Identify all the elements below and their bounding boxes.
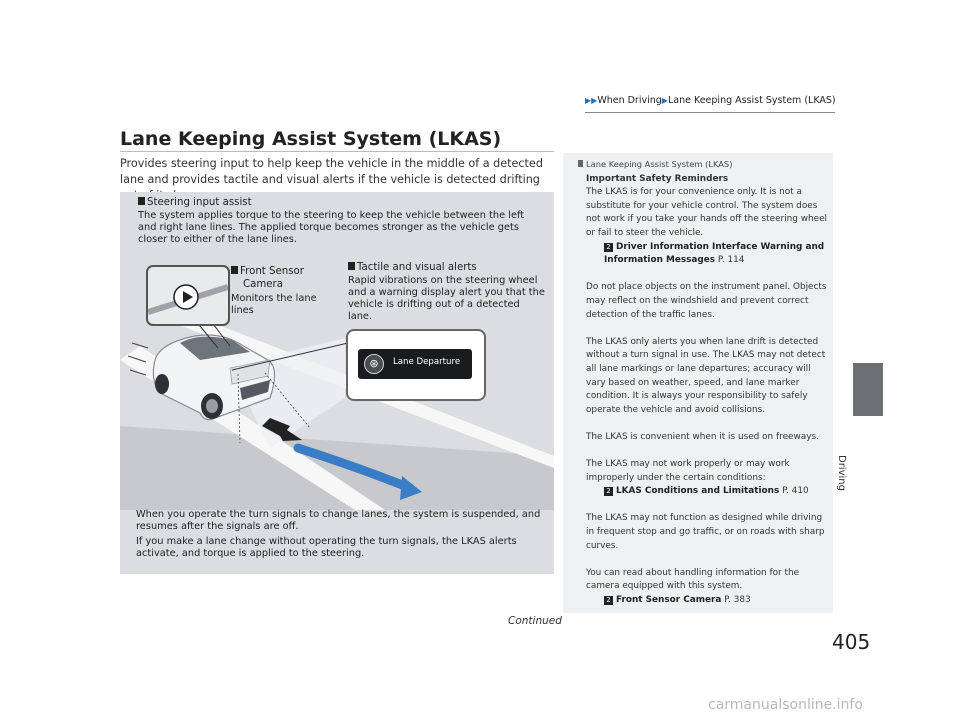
bullet-square-icon <box>231 266 238 274</box>
section-tab[interactable] <box>853 363 883 416</box>
para-camera: You can read about handling information for the camera equipped with this system. <box>586 567 800 592</box>
warning-display-frame <box>346 329 486 401</box>
warning-display <box>358 349 472 379</box>
steering-text: The system applies torque to the steering to keep the vehicle between the left and right lane lines. The applied torque becomes stronger as the vehicle gets closer to either of the lane lines. <box>138 210 525 245</box>
steering-heading: Steering input assist <box>138 197 252 208</box>
xref-icon: 2 <box>604 243 613 252</box>
para-instrument-panel: Do not place objects on the instrument panel. Objects may reflect on the windshield and prevent correct detection of the traffic lanes. <box>586 282 827 320</box>
camera-text: Monitors the lane lines <box>231 293 317 316</box>
steering-wheel-icon: ⊛ <box>364 354 384 374</box>
page-number: 405 <box>832 630 871 654</box>
lane-change-note: If you make a lane change without operating the turn signals, the LKAS alerts activate, and torque is applied to the steering. <box>136 536 517 559</box>
important-title: Important Safety Reminders <box>586 173 729 184</box>
section-label: Driving <box>836 455 847 491</box>
bullet-square-icon <box>138 197 145 205</box>
page-title: Lane Keeping Assist System (LKAS) <box>120 128 502 150</box>
para-lane-drift: The LKAS only alerts you when lane drift is detected without a turn signal in use. The LKAS may not detect all lane markings or lane departures; accuracy will vary based on weather, speed, and lane marker condition. It is always your responsibility to safely operate the vehicle and avoid collisions. <box>586 336 826 415</box>
xref-icon: 2 <box>604 596 613 605</box>
camera-heading: Front Sensor <box>231 266 304 277</box>
header-divider <box>585 112 835 113</box>
camera-inset-image <box>148 267 228 324</box>
title-divider <box>120 151 554 152</box>
para-freeways: The LKAS is convenient when it is used on freeways. <box>586 431 819 442</box>
watermark: carmanualsonline.info <box>708 697 863 713</box>
arrow-icon: ▶▶ <box>585 96 598 105</box>
continued-label: Continued <box>508 615 562 627</box>
para-conditions: The LKAS may not work properly or may work improperly under the certain conditions: <box>586 459 790 483</box>
xref-conditions[interactable]: 2 LKAS Conditions and Limitations P. 410 <box>586 485 828 499</box>
tactile-text: Rapid vibrations on the steering wheel and a warning display alert you that the vehicle is drifting out of a detected lane. <box>348 275 545 322</box>
breadcrumb-part1[interactable]: When Driving <box>597 95 662 106</box>
sidebar-content <box>578 158 828 608</box>
tactile-heading: Tactile and visual alerts <box>348 262 477 273</box>
bullet-square-icon <box>578 160 583 167</box>
important-text: The LKAS is for your convenience only. It is not a substitute for your vehicle control. The system does not work if you take your hands off the steering wheel or fail to steer the vehicle. <box>586 187 827 238</box>
sidebar-header: Lane Keeping Assist System (LKAS) <box>578 158 828 172</box>
intro-paragraph: Provides steering input to help keep the vehicle in the middle of a detected lane and provides tactile and visual alerts if the vehicle is detected drifting <box>120 157 543 186</box>
lane-departure-label: Lane Departure <box>393 357 461 367</box>
turn-signal-note: When you operate the turn signals to change lanes, the system is suspended, and resumes after the signals are off. <box>136 509 541 532</box>
car-wheel-rear <box>155 374 169 394</box>
breadcrumb-part2[interactable]: Lane Keeping Assist System (LKAS) <box>667 95 836 106</box>
xref-front-camera[interactable]: 2 Front Sensor Camera P. 383 <box>586 594 828 608</box>
xref-icon: 2 <box>604 487 613 496</box>
breadcrumb <box>585 95 836 106</box>
bullet-square-icon <box>348 262 355 270</box>
camera-inset <box>146 265 230 326</box>
xref-driver-info[interactable]: 2 Driver Information Interface Warning and Information Messages P. 114 <box>604 241 825 266</box>
camera-heading-line2: Camera <box>243 279 283 290</box>
para-stop-go: The LKAS may not function as designed while driving in frequent stop and go traffic, or on roads with sharp curves. <box>586 513 825 551</box>
sidebar-body <box>578 173 828 608</box>
arrow-icon: ▶ <box>661 96 668 105</box>
car-hub-front <box>206 399 218 413</box>
